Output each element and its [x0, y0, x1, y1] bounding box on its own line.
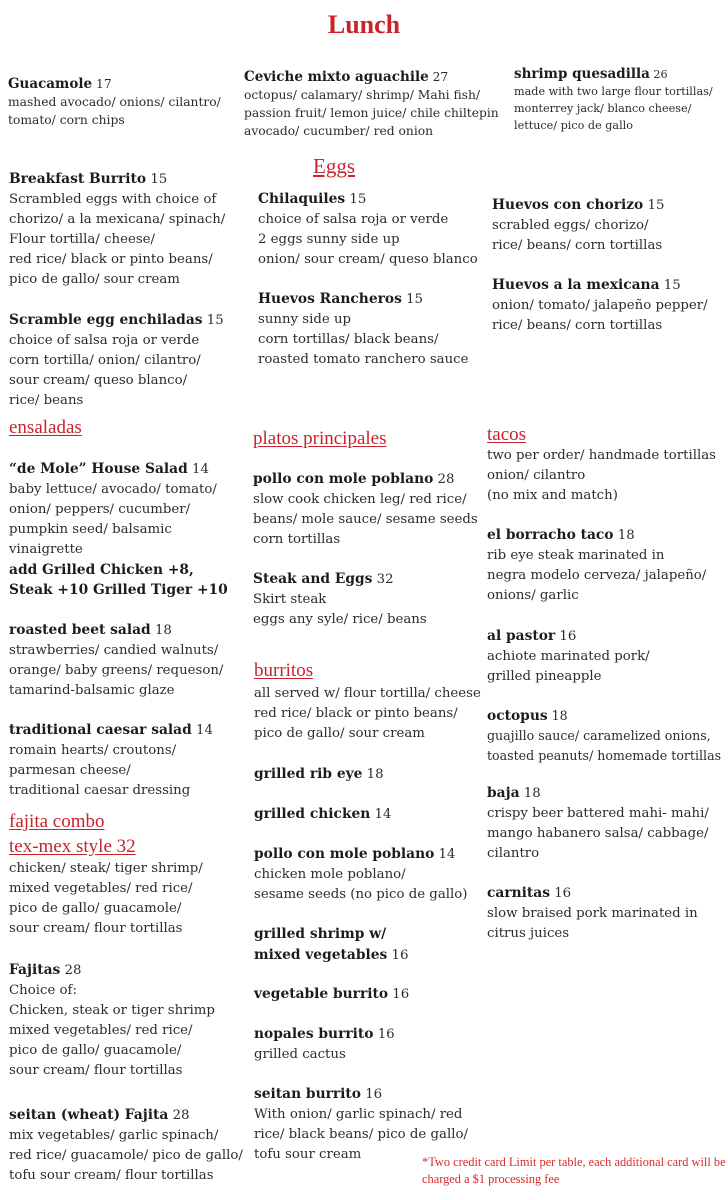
menu-item-octopus — [487, 706, 721, 766]
item-description-line: red rice/ black or pinto beans/ — [9, 252, 213, 267]
item-description-line: vinaigrette — [9, 542, 83, 557]
item-name: seitan burrito — [254, 1086, 361, 1102]
item-description-line: eggs any syle/ rice/ beans — [253, 612, 427, 627]
item-price: 16 — [365, 1087, 383, 1102]
item-description-line: slow braised pork marinated in — [487, 906, 698, 921]
item-description-line: passion fruit/ lemon juice/ chile chiltepin — [244, 106, 499, 120]
menu-item-seitan-burrito — [254, 1084, 468, 1165]
item-price: 14 — [438, 847, 456, 862]
menu-item-shrimp-quesadilla — [514, 66, 713, 134]
item-heading — [8, 75, 221, 93]
item-name: Steak and Eggs — [253, 571, 373, 587]
item-addon-line: Steak +10 Grilled Tiger +10 — [9, 582, 228, 598]
item-name: Huevos Rancheros — [258, 291, 402, 307]
item-heading-continued — [254, 945, 408, 966]
item-description-line: octopus/ calamary/ shrimp/ Mahi fish/ — [244, 88, 481, 102]
menu-item-carnitas — [487, 883, 698, 944]
item-heading — [487, 783, 709, 804]
item-description-line: tomato/ corn chips — [8, 113, 125, 127]
item-description-line: onions/ garlic — [487, 588, 579, 603]
item-description-line: pico de gallo/ guacamole/ — [9, 1043, 182, 1058]
item-description-line: romain hearts/ croutons/ — [9, 743, 177, 758]
item-name: Breakfast Burrito — [9, 171, 147, 187]
item-heading — [9, 720, 213, 741]
item-name: Huevos a la mexicana — [492, 277, 660, 293]
item-name: Chilaquiles — [258, 191, 346, 207]
item-description-line: tofu sour cream — [254, 1147, 362, 1162]
item-heading — [254, 1084, 468, 1105]
item-description-line: red rice/ black or pinto beans/ — [254, 706, 458, 721]
menu-item-steak-eggs — [253, 569, 427, 630]
item-description-line: red rice/ guacamole/ pico de gallo/ — [9, 1148, 243, 1163]
item-price: 15 — [406, 292, 423, 307]
item-name: baja — [487, 785, 520, 801]
item-price: 18 — [154, 623, 172, 638]
item-price: 17 — [96, 77, 112, 91]
item-name: al pastor — [487, 628, 556, 644]
item-heading — [254, 984, 409, 1005]
item-description-line: pico de gallo/ sour cream — [9, 272, 180, 287]
item-description-line: sunny side up — [258, 312, 352, 327]
item-price: 18 — [551, 708, 568, 723]
item-name: pollo con mole poblano — [253, 471, 434, 487]
item-heading — [9, 169, 225, 190]
item-price: 16 — [377, 1027, 395, 1042]
item-name: pollo con mole poblano — [254, 846, 435, 862]
item-description-line: traditional caesar dressing — [9, 783, 191, 798]
item-price: 15 — [647, 198, 665, 213]
item-description-line: sour cream/ flour tortillas — [9, 921, 183, 936]
item-description-line: chicken mole poblano/ — [254, 867, 406, 882]
item-description-line: crispy beer battered mahi- mahi/ — [487, 806, 709, 821]
item-description-line: (no mix and match) — [487, 488, 618, 503]
item-heading — [244, 68, 499, 86]
menu-item-nopales-burrito — [254, 1024, 395, 1065]
item-description-line: rice/ beans/ corn tortillas — [492, 318, 663, 333]
item-description-line: strawberries/ candied walnuts/ — [9, 643, 219, 658]
item-description-line: mango habanero salsa/ cabbage/ — [487, 826, 709, 841]
menu-item-borracho-taco — [487, 525, 706, 606]
item-heading — [487, 706, 721, 726]
menu-item-burritos-info — [254, 684, 481, 744]
item-description-line: monterrey jack/ blanco cheese/ — [514, 102, 692, 115]
menu-item-ceviche — [244, 68, 499, 140]
item-price: 26 — [653, 68, 668, 81]
item-description-line: chicken/ steak/ tiger shrimp/ — [9, 861, 203, 876]
item-addon-line: add Grilled Chicken +8, — [9, 562, 194, 578]
item-description-line: achiote marinated pork/ — [487, 649, 650, 664]
section-fajita-combo: fajita combo — [9, 811, 105, 832]
item-description-line: pumpkin seed/ balsamic — [9, 522, 172, 537]
item-description-line: Scrambled eggs with choice of — [9, 192, 217, 207]
item-description-line: rice/ black beans/ pico de gallo/ — [254, 1127, 468, 1142]
item-price: 18 — [366, 767, 384, 782]
item-name: octopus — [487, 708, 548, 724]
section-eggs: Eggs — [313, 154, 355, 178]
item-description-line: sour cream/ flour tortillas — [9, 1063, 183, 1078]
item-price: 15 — [349, 192, 367, 207]
item-description-line: pico de gallo/ sour cream — [254, 726, 425, 741]
item-heading — [254, 804, 391, 825]
item-description-line: mixed vegetables/ red rice/ — [9, 1023, 193, 1038]
item-price: 27 — [432, 70, 449, 84]
item-description-line: mashed avocado/ onions/ cilantro/ — [8, 95, 221, 109]
menu-item-al-pastor — [487, 626, 650, 687]
section-tacos: tacos — [487, 424, 527, 445]
item-price: 28 — [172, 1108, 190, 1123]
item-price: 15 — [206, 313, 224, 328]
item-name: “de Mole” House Salad — [9, 461, 188, 477]
menu-item-grilled-rib-eye — [254, 764, 384, 785]
item-name: traditional caesar salad — [9, 722, 192, 738]
item-name: grilled chicken — [254, 806, 371, 822]
item-description-line: 2 eggs sunny side up — [258, 232, 400, 247]
item-price: 15 — [663, 278, 681, 293]
item-description-line: lettuce/ pico de gallo — [514, 119, 633, 132]
item-description-line: onion/ tomato/ jalapeño pepper/ — [492, 298, 708, 313]
item-description-line: rice/ beans/ corn tortillas — [492, 238, 663, 253]
menu-item-scramble-enchiladas — [9, 310, 224, 411]
menu-item-seitan-fajita — [9, 1105, 243, 1186]
item-description-line: sour cream/ queso blanco/ — [9, 373, 188, 388]
item-heading — [9, 459, 228, 480]
item-heading — [492, 195, 664, 216]
item-price: 14 — [374, 807, 392, 822]
item-description-line: rice/ beans — [9, 393, 84, 408]
item-description-line: With onion/ garlic spinach/ red — [254, 1107, 463, 1122]
item-description-line: scrabled eggs/ chorizo/ — [492, 218, 649, 233]
item-heading — [487, 626, 650, 647]
item-name: seitan (wheat) Fajita — [9, 1107, 169, 1123]
menu-item-tacos-info — [487, 446, 716, 506]
item-description-line: made with two large flour tortillas/ — [514, 85, 713, 98]
item-heading — [492, 275, 708, 296]
item-description-line: orange/ baby greens/ requeson/ — [9, 663, 224, 678]
item-heading — [253, 569, 427, 590]
credit-card-footnote: *Two credit card Limit per table, each additional card will be charged a $1 processing fee — [422, 1155, 726, 1186]
item-price: 14 — [191, 462, 209, 477]
menu-item-baja — [487, 783, 709, 864]
item-description-line: avocado/ cucumber/ red onion — [244, 124, 434, 138]
item-name: Fajitas — [9, 962, 61, 978]
item-description-line: corn tortilla/ onion/ cilantro/ — [9, 353, 201, 368]
item-description-line: onion/ sour cream/ queso blanco — [258, 252, 478, 267]
item-price: 16 — [559, 629, 577, 644]
item-description-line: toasted peanuts/ homemade tortillas — [487, 748, 722, 763]
item-name: el borracho taco — [487, 527, 614, 543]
item-price: 18 — [617, 528, 635, 543]
item-description-line: parmesan cheese/ — [9, 763, 131, 778]
item-description-line: Skirt steak — [253, 592, 327, 607]
menu-item-grilled-chicken — [254, 804, 391, 825]
item-heading — [514, 66, 713, 83]
item-description-line: slow cook chicken leg/ red rice/ — [253, 492, 467, 507]
section-platos-principales: platos principales — [253, 428, 387, 449]
item-description-line: onion/ cilantro — [487, 468, 586, 483]
item-name: grilled shrimp w/ — [254, 926, 387, 942]
item-description-line: grilled cactus — [254, 1047, 346, 1062]
item-description-line: choice of salsa roja or verde — [258, 212, 449, 227]
item-description-line: mix vegetables/ garlic spinach/ — [9, 1128, 219, 1143]
item-price: 14 — [195, 723, 213, 738]
item-heading — [254, 764, 384, 785]
item-description-line: citrus juices — [487, 926, 570, 941]
item-name: grilled rib eye — [254, 766, 363, 782]
item-price: 28 — [64, 963, 82, 978]
menu-item-breakfast-burrito — [9, 169, 225, 290]
menu-item-huevos-rancheros — [258, 289, 468, 370]
item-name: nopales burrito — [254, 1026, 374, 1042]
item-description-line: tofu sour cream/ flour tortillas — [9, 1168, 214, 1183]
item-description-line: beans/ mole sauce/ sesame seeds — [253, 512, 478, 527]
item-description-line: pico de gallo/ guacamole/ — [9, 901, 182, 916]
item-price: 15 — [150, 172, 168, 187]
item-description-line: negra modelo cerveza/ jalapeño/ — [487, 568, 707, 583]
item-heading — [487, 883, 698, 904]
menu-item-fajita-combo — [9, 859, 203, 939]
item-description-line: rib eye steak marinated in — [487, 548, 665, 563]
item-description-line: Choice of: — [9, 983, 77, 998]
item-heading — [487, 525, 706, 546]
item-description-line: Flour tortilla/ cheese/ — [9, 232, 155, 247]
item-name: Scramble egg enchiladas — [9, 312, 203, 328]
item-name-continued: mixed vegetables — [254, 947, 388, 963]
item-price: 32 — [376, 572, 394, 587]
menu-item-beet-salad — [9, 620, 223, 701]
item-heading — [253, 469, 478, 490]
menu-item-huevos-mexicana — [492, 275, 708, 336]
menu-item-pollo-mole — [253, 469, 478, 550]
item-description-line: choice of salsa roja or verde — [9, 333, 200, 348]
menu-item-grilled-shrimp — [254, 924, 408, 966]
item-name: Guacamole — [8, 76, 93, 92]
menu-item-vegetable-burrito — [254, 984, 409, 1005]
item-heading — [258, 289, 468, 310]
item-name: vegetable burrito — [254, 986, 389, 1002]
item-name: roasted beet salad — [9, 622, 151, 638]
menu-item-house-salad — [9, 459, 228, 600]
section-ensaladas: ensaladas — [9, 417, 82, 438]
item-description-line: grilled pineapple — [487, 669, 602, 684]
item-description-line: chorizo/ a la mexicana/ spinach/ — [9, 212, 226, 227]
item-name: Huevos con chorizo — [492, 197, 644, 213]
item-heading — [254, 1024, 395, 1045]
item-description-line: two per order/ handmade tortillas — [487, 448, 716, 463]
menu-title: Lunch — [327, 10, 401, 39]
item-price: 28 — [437, 472, 455, 487]
item-heading — [9, 310, 224, 331]
menu-item-fajitas — [9, 960, 215, 1081]
item-name: carnitas — [487, 885, 550, 901]
menu-item-guacamole — [8, 75, 221, 129]
item-description-line: roasted tomato ranchero sauce — [258, 352, 469, 367]
item-heading — [9, 1105, 243, 1126]
item-price: 16 — [554, 886, 572, 901]
section-fajita-combo-subtitle: tex-mex style 32 — [9, 836, 136, 857]
item-description-line: corn tortillas — [253, 532, 341, 547]
item-description-line: cilantro — [487, 846, 540, 861]
item-name: Ceviche mixto aguachile — [244, 69, 429, 85]
menu-item-chilaquiles — [258, 189, 478, 270]
item-description-line: all served w/ flour tortilla/ cheese — [254, 686, 481, 701]
item-description-line: sesame seeds (no pico de gallo) — [254, 887, 468, 902]
item-description-line: onion/ peppers/ cucumber/ — [9, 502, 191, 517]
menu-item-caesar-salad — [9, 720, 213, 801]
item-description-line: Chicken, steak or tiger shrimp — [9, 1003, 215, 1018]
section-burritos: burritos — [254, 660, 314, 681]
item-price: 18 — [523, 786, 541, 801]
item-heading — [9, 620, 223, 641]
item-heading — [9, 960, 215, 981]
item-price: 16 — [392, 987, 410, 1002]
item-heading — [258, 189, 478, 210]
item-description-line: tamarind-balsamic glaze — [9, 683, 175, 698]
item-description-line: mixed vegetables/ red rice/ — [9, 881, 193, 896]
menu-item-huevos-chorizo — [492, 195, 664, 256]
menu-item-pollo-mole-burrito — [254, 844, 467, 905]
item-heading — [254, 924, 408, 945]
item-description-line: corn tortillas/ black beans/ — [258, 332, 439, 347]
item-name: shrimp quesadilla — [514, 66, 650, 82]
item-description-line: baby lettuce/ avocado/ tomato/ — [9, 482, 217, 497]
item-description-line: guajillo sauce/ caramelized onions, — [487, 728, 711, 743]
item-heading — [254, 844, 467, 865]
item-price: 16 — [391, 948, 409, 963]
